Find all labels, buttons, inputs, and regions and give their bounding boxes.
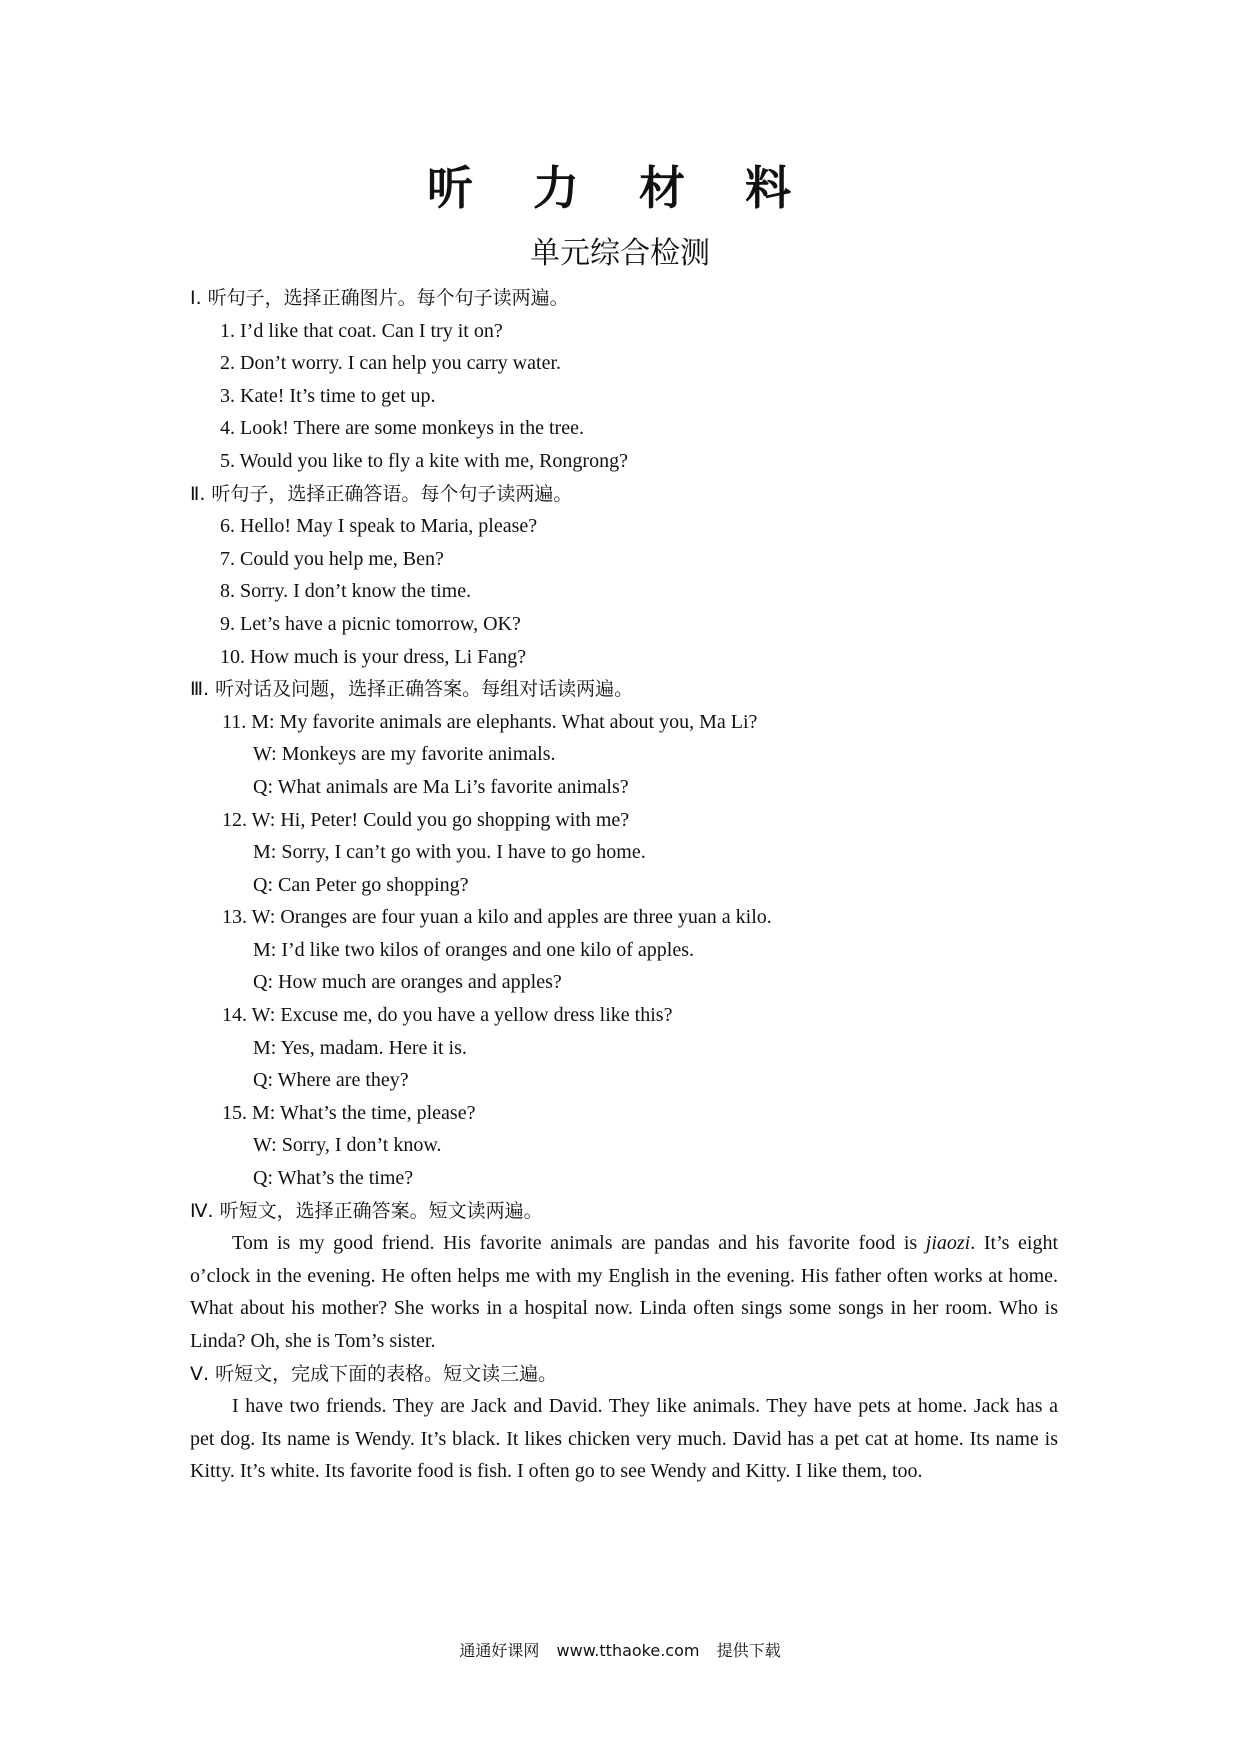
section-heading-3: Ⅲ. 听对话及问题，选择正确答案。每组对话读两遍。 xyxy=(190,678,634,701)
question-item: 10. How much is your dress, Li Fang? xyxy=(220,645,527,668)
dialogue-reply: W: Sorry, I don’t know. xyxy=(253,1134,442,1157)
question-item: 2. Don’t worry. I can help you carry water. xyxy=(220,352,561,375)
passage-4 xyxy=(190,1227,1058,1357)
question-item: 8. Sorry. I don’t know the time. xyxy=(220,580,472,603)
footer-note: 提供下载 xyxy=(716,1641,781,1660)
section-heading-2: Ⅱ. 听句子，选择正确答语。每个句子读两遍。 xyxy=(190,482,573,505)
question-item: 3. Kate! It’s time to get up. xyxy=(220,384,436,407)
listening-content xyxy=(190,282,1058,1488)
passage-4-part-1: Tom is my good friend. His favorite animals are pandas and his favorite food is xyxy=(232,1232,926,1255)
question-item: 9. Let’s have a picnic tomorrow, OK? xyxy=(220,612,521,635)
page-footer xyxy=(0,1638,1240,1661)
dialogue-line: 14. W: Excuse me, do you have a yellow dress like this? xyxy=(222,1004,673,1027)
dialogue-reply: M: Sorry, I can’t go with you. I have to go home. xyxy=(253,841,646,864)
passage-5: I have two friends. They are Jack and David. They like animals. They have pets at home. Jack has a pet dog. Its name is Wendy. It’s black. It likes chicken very much. David has a pet cat at home. Its name is Kitty. It’s white. Its favorite food is fish. I often go to see Wendy and Kitty. I like them, too. xyxy=(190,1395,1058,1483)
question-item: 1. I’d like that coat. Can I try it on? xyxy=(220,319,503,342)
passage-4-italic-word: jiaozi xyxy=(925,1232,971,1255)
footer-site-name: 通通好课网 xyxy=(459,1641,540,1660)
dialogue-question: Q: What’s the time? xyxy=(253,1167,414,1190)
footer-url: www.tthaoke.com xyxy=(556,1641,700,1660)
dialogue-reply: M: I’d like two kilos of oranges and one kilo of apples. xyxy=(253,938,695,961)
question-item: 7. Could you help me, Ben? xyxy=(220,547,444,570)
page-subtitle: 单元综合检测 xyxy=(530,236,710,271)
question-item: 5. Would you like to fly a kite with me, Rongrong? xyxy=(220,449,628,472)
section-heading-1: Ⅰ. 听句子，选择正确图片。每个句子读两遍。 xyxy=(190,287,569,309)
page-title: 听 力 材 料 xyxy=(426,161,814,215)
passage-4-part-2: . It’s eight o’clock in the evening. He often helps me with my English in the evening. His father often works at home. What about his mother? She works in a hospital now. Linda often sings some songs in her room. Who is Linda? Oh, she is Tom’s sister. xyxy=(190,1232,1059,1352)
dialogue-line: 13. W: Oranges are four yuan a kilo and apples are three yuan a kilo. xyxy=(222,906,772,929)
dialogue-question: Q: How much are oranges and apples? xyxy=(253,971,562,994)
dialogue-question: Q: Where are they? xyxy=(253,1069,409,1092)
question-item: 6. Hello! May I speak to Maria, please? xyxy=(220,515,538,538)
dialogue-line: 15. M: What’s the time, please? xyxy=(222,1101,476,1124)
section-heading-4: Ⅳ. 听短文，选择正确答案。短文读两遍。 xyxy=(190,1199,543,1222)
dialogue-line: 12. W: Hi, Peter! Could you go shopping with me? xyxy=(222,808,630,831)
dialogue-question: Q: What animals are Ma Li’s favorite animals? xyxy=(253,775,629,798)
dialogue-question: Q: Can Peter go shopping? xyxy=(253,873,469,896)
section-heading-5: Ⅴ. 听短文，完成下面的表格。短文读三遍。 xyxy=(190,1362,558,1385)
dialogue-reply: W: Monkeys are my favorite animals. xyxy=(253,743,556,766)
dialogue-line: 11. M: My favorite animals are elephants. What about you, Ma Li? xyxy=(222,710,758,733)
question-item: 4. Look! There are some monkeys in the tree. xyxy=(220,417,584,440)
dialogue-reply: M: Yes, madam. Here it is. xyxy=(253,1036,467,1059)
